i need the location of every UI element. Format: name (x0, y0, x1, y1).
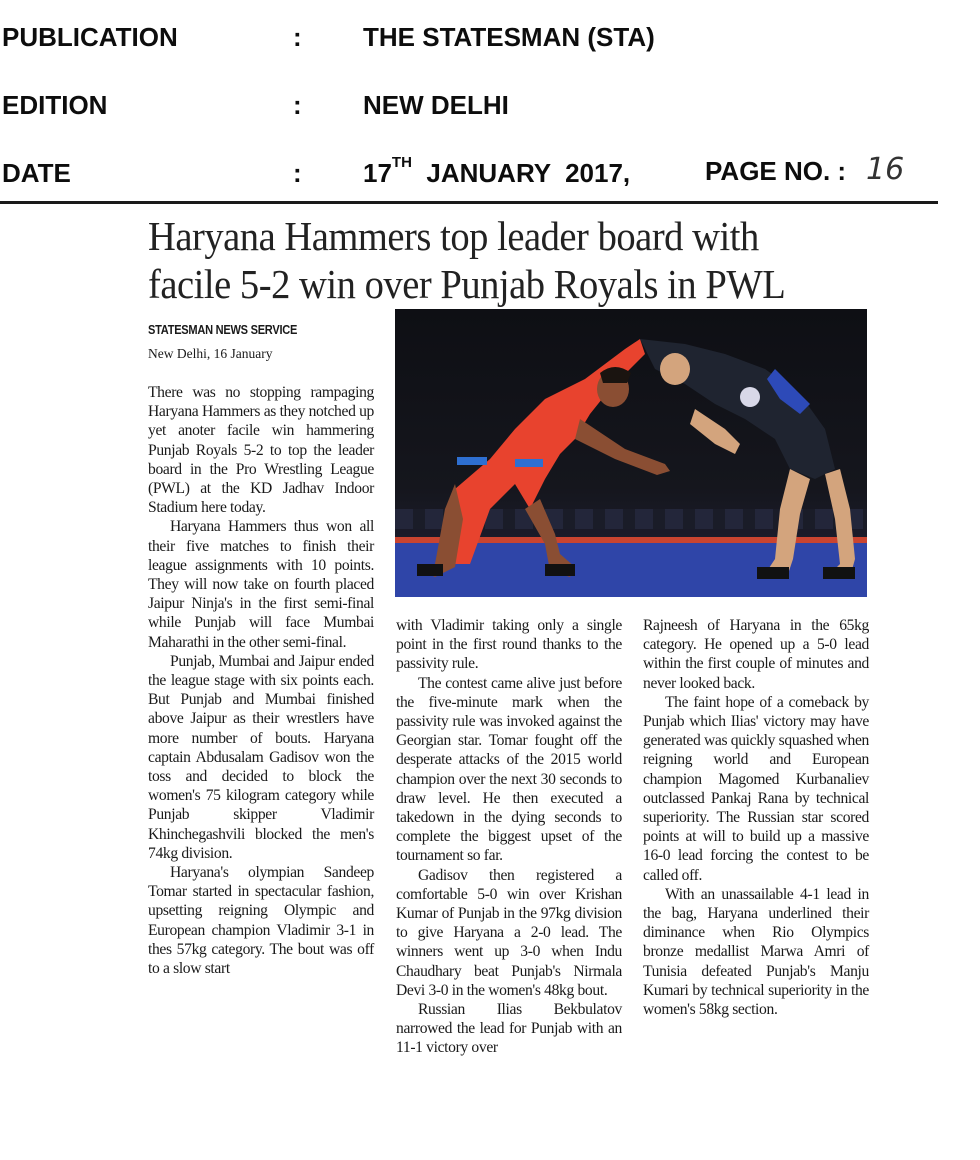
wrestling-photo (395, 309, 867, 597)
article-headline (148, 212, 825, 308)
red-wrestler (417, 339, 670, 577)
col2-paragraph: with Vladimir taking only a single point in the first round thanks to the passivity rule. (396, 617, 622, 673)
edition-value: NEW DELHI (363, 90, 509, 120)
publication-row (0, 18, 960, 58)
col2-paragraph: Gadisov then registered a comfortable 5-0 win over Krishan Kumar of Punjab in the 97kg division to give Haryana a 2-0 lead. The winners went up 3-0 when Indu Chaudhary beat Punjab's Nirmala Devi 3-0 in the women's 48kg bout. (396, 866, 622, 999)
byline: STATESMAN NEWS SERVICE (148, 322, 298, 337)
date-rest: JANUARY 2017, (426, 158, 631, 188)
page-number-handwritten: 16 (866, 152, 905, 187)
date-value (363, 154, 631, 189)
col1-paragraph: There was no stopping rampaging Haryana Hammers as they notched up yet anoter facile win hammering Punjab Royals 5-2 to top the leader board in the Pro Wrestling League (PWL) at the KD Jadhav Indoor Stadium here today. (148, 384, 374, 517)
date-row (0, 154, 960, 194)
page-number-label: PAGE NO. : (705, 156, 847, 186)
date-label: DATE (2, 158, 71, 188)
blue-wrestler (640, 339, 855, 579)
article-column-3 (643, 616, 869, 1019)
date-day: 17 (363, 158, 392, 188)
date-colon: : (293, 158, 302, 188)
headline-line-2: facile 5-2 win over Punjab Royals in PWL (148, 261, 786, 307)
publication-colon: : (293, 22, 302, 52)
publication-label: PUBLICATION (2, 22, 178, 52)
col3-paragraph: The faint hope of a comeback by Punjab which Ilias' victory may have generated was quickly squashed when reigning world and European champion Magomed Kurbanaliev outclassed Pankaj Rana by technical superiority. The Russian star scored points at will to build up a massive 16-0 lead forcing the contest to be called off. (643, 693, 869, 884)
header-divider (0, 201, 938, 204)
article-column-1 (148, 383, 374, 978)
date-suffix: TH (391, 154, 412, 171)
col2-paragraph: The contest came alive just before the five-minute mark when the passivity rule was invoked against the Georgian star. Tomar fought off the desperate attacks of the 2015 world champion over the next 30 seconds to draw level. He then executed a takedown in the dying seconds to complete the biggest upset of the tournament so far. (396, 674, 622, 865)
col1-paragraph: Haryana's olympian Sandeep Tomar started in spectacular fashion, upsetting reigning Olympic and European champion Vladimir 3-1 in thes 57kg category. The bout was off to a slow start (148, 864, 374, 978)
article-column-2 (396, 616, 622, 1058)
edition-label: EDITION (2, 90, 108, 120)
col2-paragraph: Russian Ilias Bekbulatov narrowed the lead for Punjab with an 11-1 victory over (396, 1001, 622, 1057)
col3-paragraph: Rajneesh of Haryana in the 65kg category. He opened up a 5-0 lead within the first couple of minutes and never looked back. (643, 617, 869, 692)
col1-paragraph: Haryana Hammers thus won all their five matches to finish their league assignments with 10 points. They will now take on fourth placed Jaipur Ninja's in the first semi-final while Punjab will face Mumbai Maharathi in the other semi-final. (148, 518, 374, 651)
wrestlers-illustration (395, 309, 867, 597)
edition-row (0, 86, 960, 126)
col1-paragraph: Punjab, Mumbai and Jaipur ended the league stage with six points each. But Punjab and Mumbai finished above Jaipur as their wrestlers have more number of bouts. Haryana captain Abdusalam Gadisov won the toss and decided to block the women's 75 kilogram category while Punjab skipper Vladimir Khinchegashvili blocked the men's 74kg division. (148, 652, 374, 862)
edition-colon: : (293, 90, 302, 120)
dateline: New Delhi, 16 January (148, 346, 273, 361)
col3-paragraph: With an unassailable 4-1 lead in the bag, Haryana underlined their diminance when Rio Olympics bronze medallist Marwa Amri of Tunisia defeated Punjab's Manju Kumari by technical superiority in the women's 58kg section. (643, 885, 869, 1019)
publication-value: THE STATESMAN (STA) (363, 22, 655, 52)
headline-line-1: Haryana Hammers top leader board with (148, 213, 759, 259)
